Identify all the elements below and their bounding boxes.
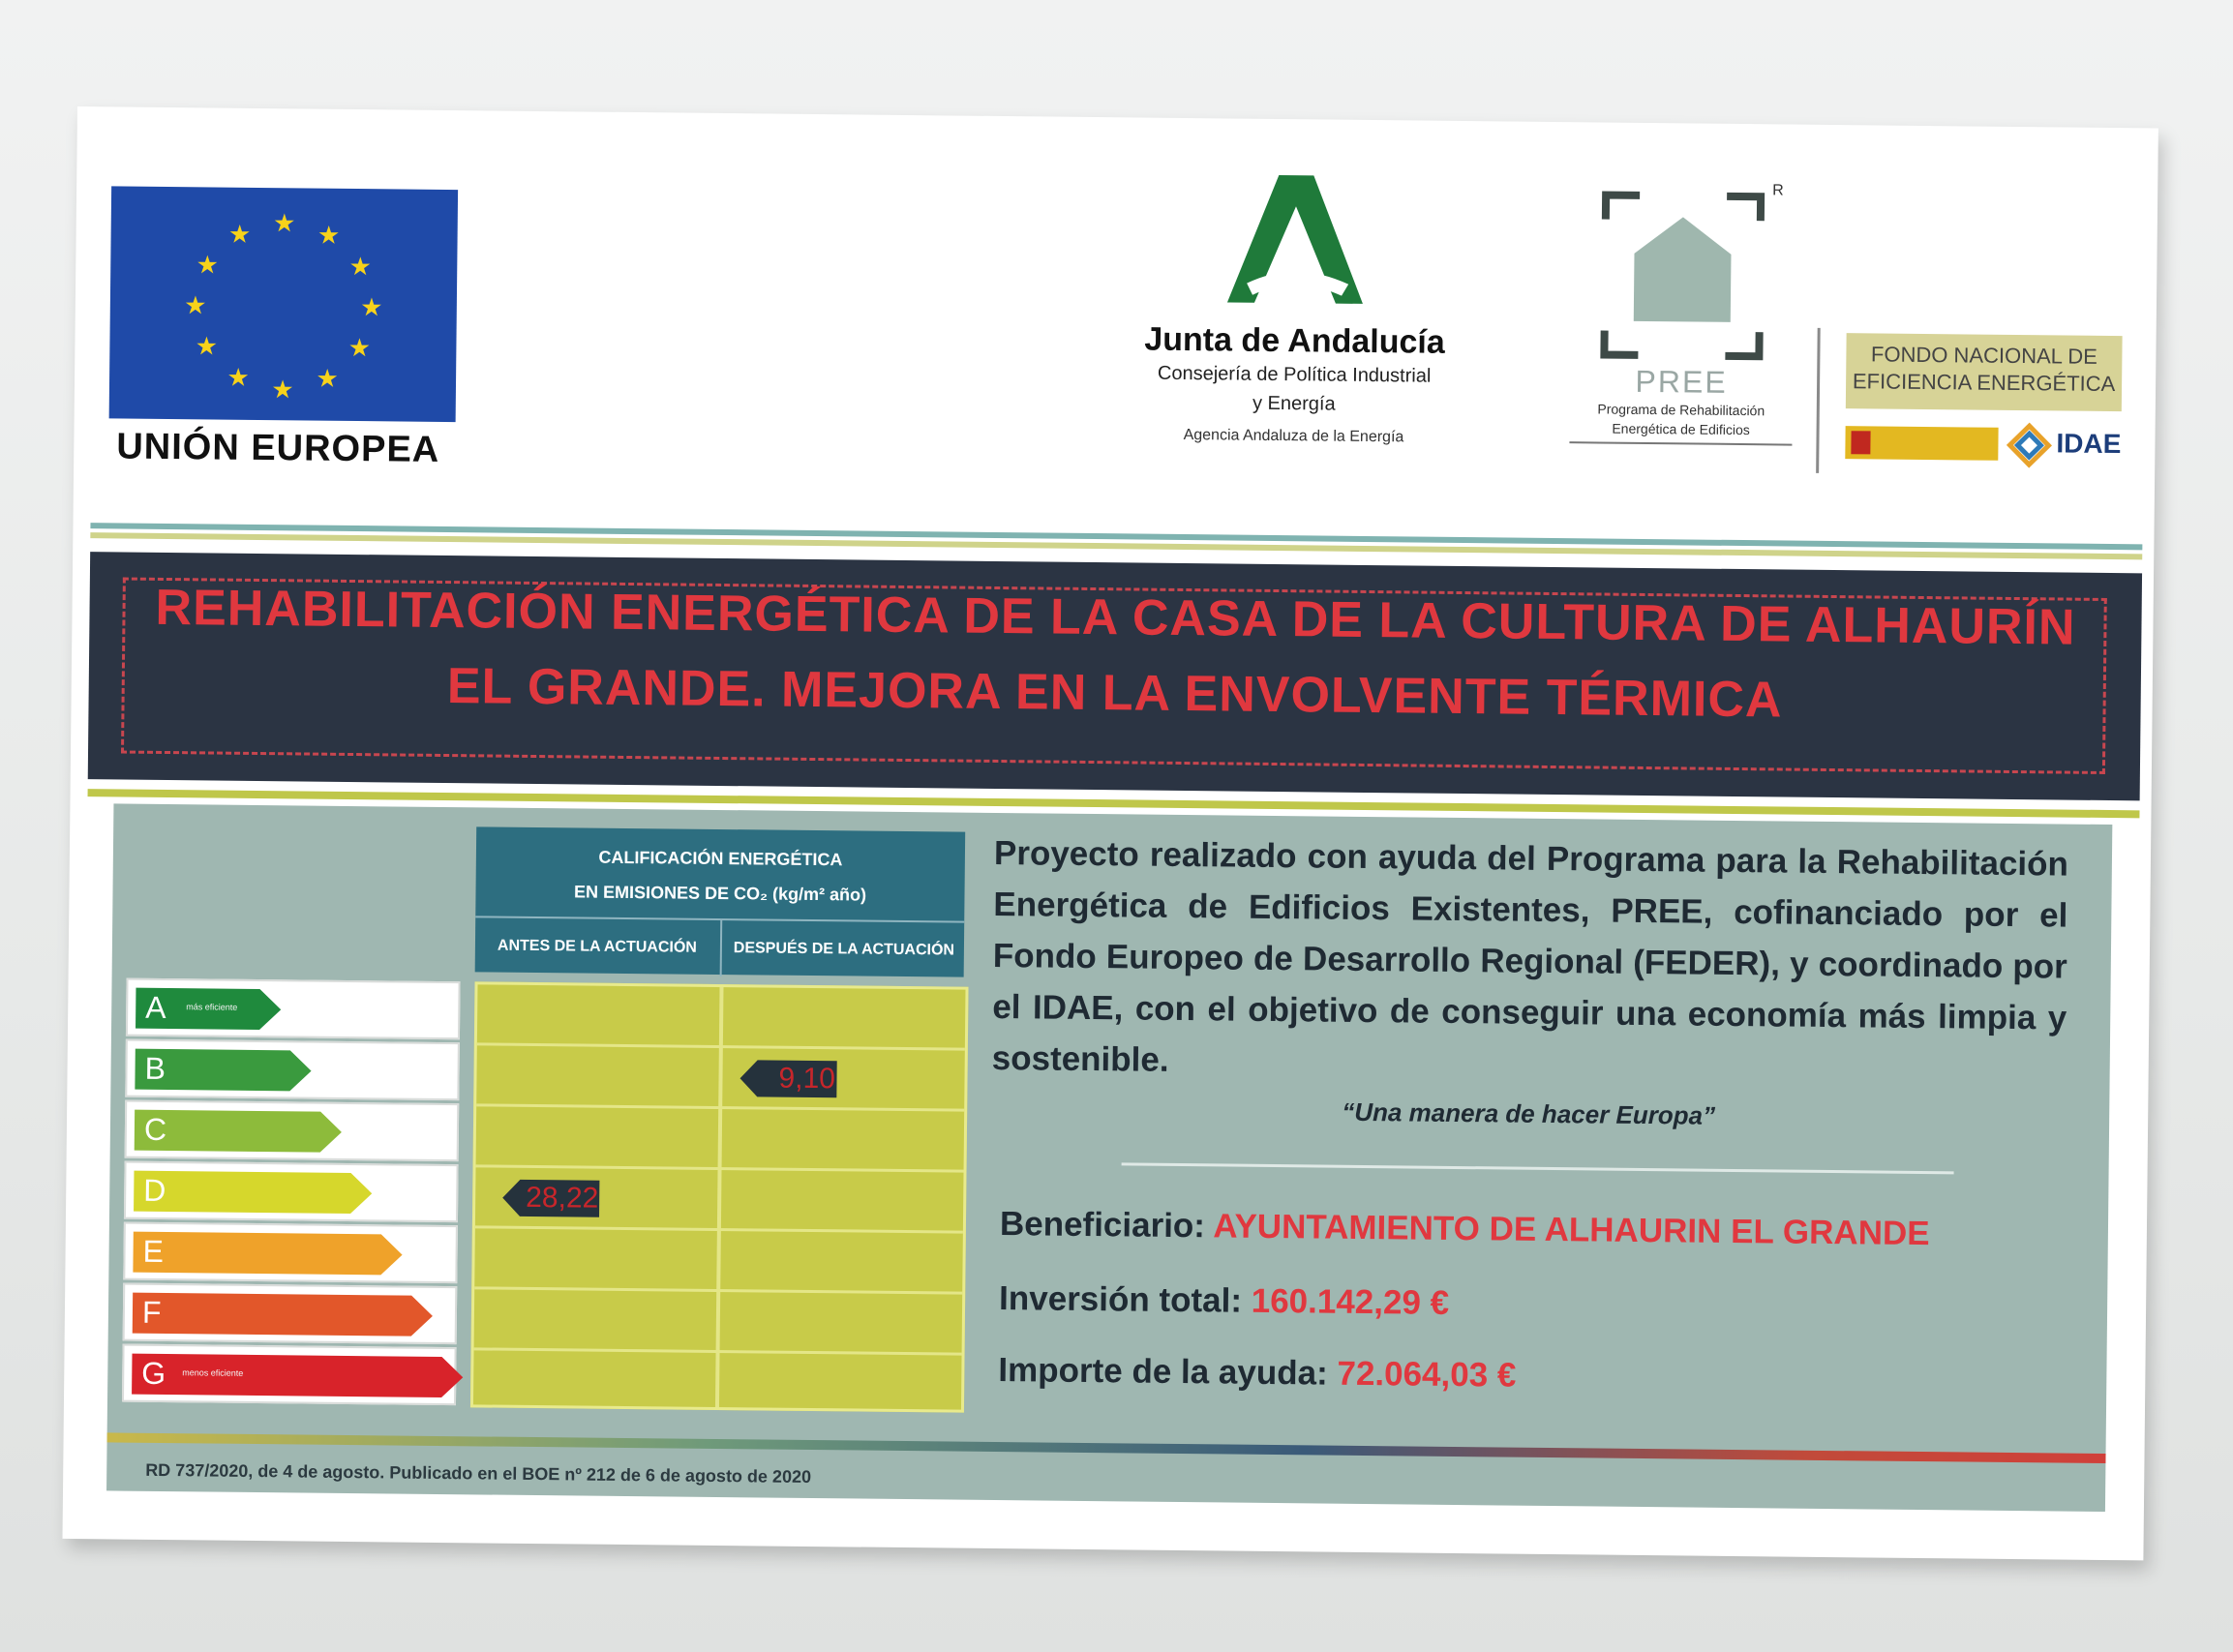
- pree-subtitle-2: Energética de Edificios: [1612, 420, 1750, 438]
- project-title: [88, 569, 2142, 741]
- aid-label: Importe de la ayuda:: [998, 1351, 1328, 1393]
- svg-text:★: ★: [227, 220, 252, 250]
- svg-text:★: ★: [316, 364, 339, 394]
- svg-text:★: ★: [195, 332, 219, 362]
- scale-arrow-c: [135, 1110, 342, 1153]
- title-line-1: REHABILITACIÓN ENERGÉTICA DE LA CASA DE LA CULTURA DE ALHAURÍN: [155, 579, 2076, 656]
- svg-text:★: ★: [317, 221, 341, 251]
- svg-text:★: ★: [272, 209, 296, 239]
- beneficiary-row: [1000, 1205, 1930, 1253]
- investment-label: Inversión total:: [998, 1279, 1243, 1320]
- body-panel: [106, 803, 2112, 1512]
- scale-band-a: [126, 978, 461, 1040]
- rating-after-marker: [739, 1060, 836, 1097]
- scale-letter-g: G: [141, 1355, 166, 1392]
- fondo-line-2: EFICIENCIA ENERGÉTICA: [1852, 369, 2116, 397]
- energy-rating-columns: [475, 916, 965, 978]
- title-line-2: EL GRANDE. MEJORA EN LA ENVOLVENTE TÉRMICA: [446, 658, 1783, 729]
- ministry-logos: [1845, 420, 2121, 469]
- scale-letter-d: D: [143, 1172, 166, 1209]
- project-description: Proyecto realizado con ayuda del Programa para la Rehabilitación Energética de Edificios Existentes, PREE, cofinanciado por el Fondo Europeo de Desarrollo Regional (FEDER), y coordinado por el IDAE, con el objetivo de conseguir una economía más limpia y sostenible.: [991, 833, 2069, 1079]
- gobierno-espana-logo: [1845, 426, 1998, 461]
- scale-arrow-e: [133, 1232, 402, 1276]
- pree-subtitle: [1569, 399, 1792, 445]
- svg-text:★: ★: [271, 375, 294, 405]
- scale-note-a: más eficiente: [186, 1002, 238, 1012]
- motto: “Una manera de hacer Europa”: [1342, 1096, 1716, 1130]
- investment-row: [999, 1279, 1449, 1323]
- junta-subtitle-1: Consejería de Política Industrial: [1157, 362, 1432, 387]
- scale-band-d: [124, 1161, 459, 1223]
- idae-icon: [2007, 424, 2050, 466]
- house-icon: [1584, 175, 1784, 371]
- junta-agency: Agencia Andaluza de la Energía: [1183, 426, 1404, 446]
- scale-letter-f: F: [141, 1294, 162, 1330]
- pree-subtitle-1: Programa de Rehabilitación: [1597, 401, 1765, 419]
- scale-band-e: [123, 1222, 458, 1284]
- eu-flag: [109, 186, 458, 422]
- section-divider: [1122, 1162, 1954, 1174]
- scale-band-g: [122, 1344, 457, 1406]
- eu-label: UNIÓN EUROPEA: [116, 426, 440, 470]
- eu-stars-icon: [109, 186, 458, 422]
- junta-andalucia-logo: [1090, 165, 1500, 518]
- scale-band-b: [125, 1039, 460, 1101]
- energy-rating-title-1: CALIFICACIÓN ENERGÉTICA: [598, 847, 843, 870]
- logo-header: [73, 106, 2158, 544]
- grid-column-separator: [715, 987, 724, 1407]
- investment-value: 160.142,29 €: [1251, 1281, 1450, 1322]
- pree-logo: [1569, 175, 1795, 477]
- svg-text:★: ★: [347, 333, 372, 364]
- title-band: [88, 552, 2142, 800]
- pree-name: PREE: [1635, 363, 1728, 400]
- scale-arrow-a: [136, 988, 281, 1031]
- energy-rating-title-2: EN EMISIONES DE CO₂ (kg/m² año): [573, 882, 867, 905]
- scale-band-f: [123, 1283, 458, 1345]
- fondo-nacional-label: [1846, 333, 2123, 411]
- col-after-header: DESPUÉS DE LA ACTUACIÓN: [720, 920, 967, 979]
- energy-rating-grid: [470, 981, 969, 1412]
- scale-letter-e: E: [142, 1233, 165, 1269]
- aid-value: 72.064,03 €: [1337, 1354, 1517, 1395]
- svg-text:★: ★: [360, 293, 383, 323]
- energy-scale: [122, 978, 461, 1408]
- scale-note-g: menos eficiente: [182, 1367, 244, 1378]
- energy-rating-header: [475, 826, 966, 976]
- junta-title: Junta de Andalucía: [1144, 320, 1445, 361]
- scale-band-c: [125, 1100, 460, 1162]
- gradient-line: [107, 1432, 2106, 1463]
- idae-label: IDAE: [2056, 428, 2122, 460]
- rating-before-marker-value: 28,22: [526, 1181, 599, 1215]
- logo-divider: [1816, 328, 1821, 473]
- legal-footnote: RD 737/2020, de 4 de agosto. Publicado en el BOE nº 212 de 6 de agosto de 2020: [145, 1459, 812, 1487]
- scale-arrow-g: [132, 1354, 463, 1398]
- svg-text:★: ★: [184, 291, 207, 321]
- beneficiary-value: AYUNTAMIENTO DE ALHAURIN EL GRANDE: [1213, 1207, 1930, 1253]
- scale-arrow-d: [134, 1171, 372, 1215]
- scale-letter-c: C: [143, 1111, 167, 1148]
- information-plaque: [63, 106, 2158, 1560]
- scale-arrow-b: [135, 1049, 311, 1092]
- col-before-header: ANTES DE LA ACTUACIÓN: [497, 937, 697, 956]
- rating-after-marker-value: 9,10: [778, 1062, 836, 1096]
- energy-rating-title: [475, 838, 965, 913]
- registered-mark: R: [1772, 182, 1784, 199]
- svg-text:★: ★: [226, 363, 250, 393]
- rating-before-marker: [502, 1180, 599, 1217]
- junta-a-icon: [1218, 166, 1374, 314]
- scale-arrow-f: [133, 1293, 433, 1337]
- svg-text:★: ★: [348, 252, 373, 283]
- beneficiary-label: Beneficiario:: [999, 1205, 1206, 1246]
- fondo-line-1: FONDO NACIONAL DE: [1870, 342, 2097, 369]
- junta-subtitle-2: y Energía: [1252, 392, 1336, 415]
- scale-letter-a: A: [145, 989, 166, 1026]
- aid-row: [998, 1351, 1516, 1396]
- svg-text:★: ★: [196, 251, 220, 281]
- scale-letter-b: B: [144, 1050, 166, 1087]
